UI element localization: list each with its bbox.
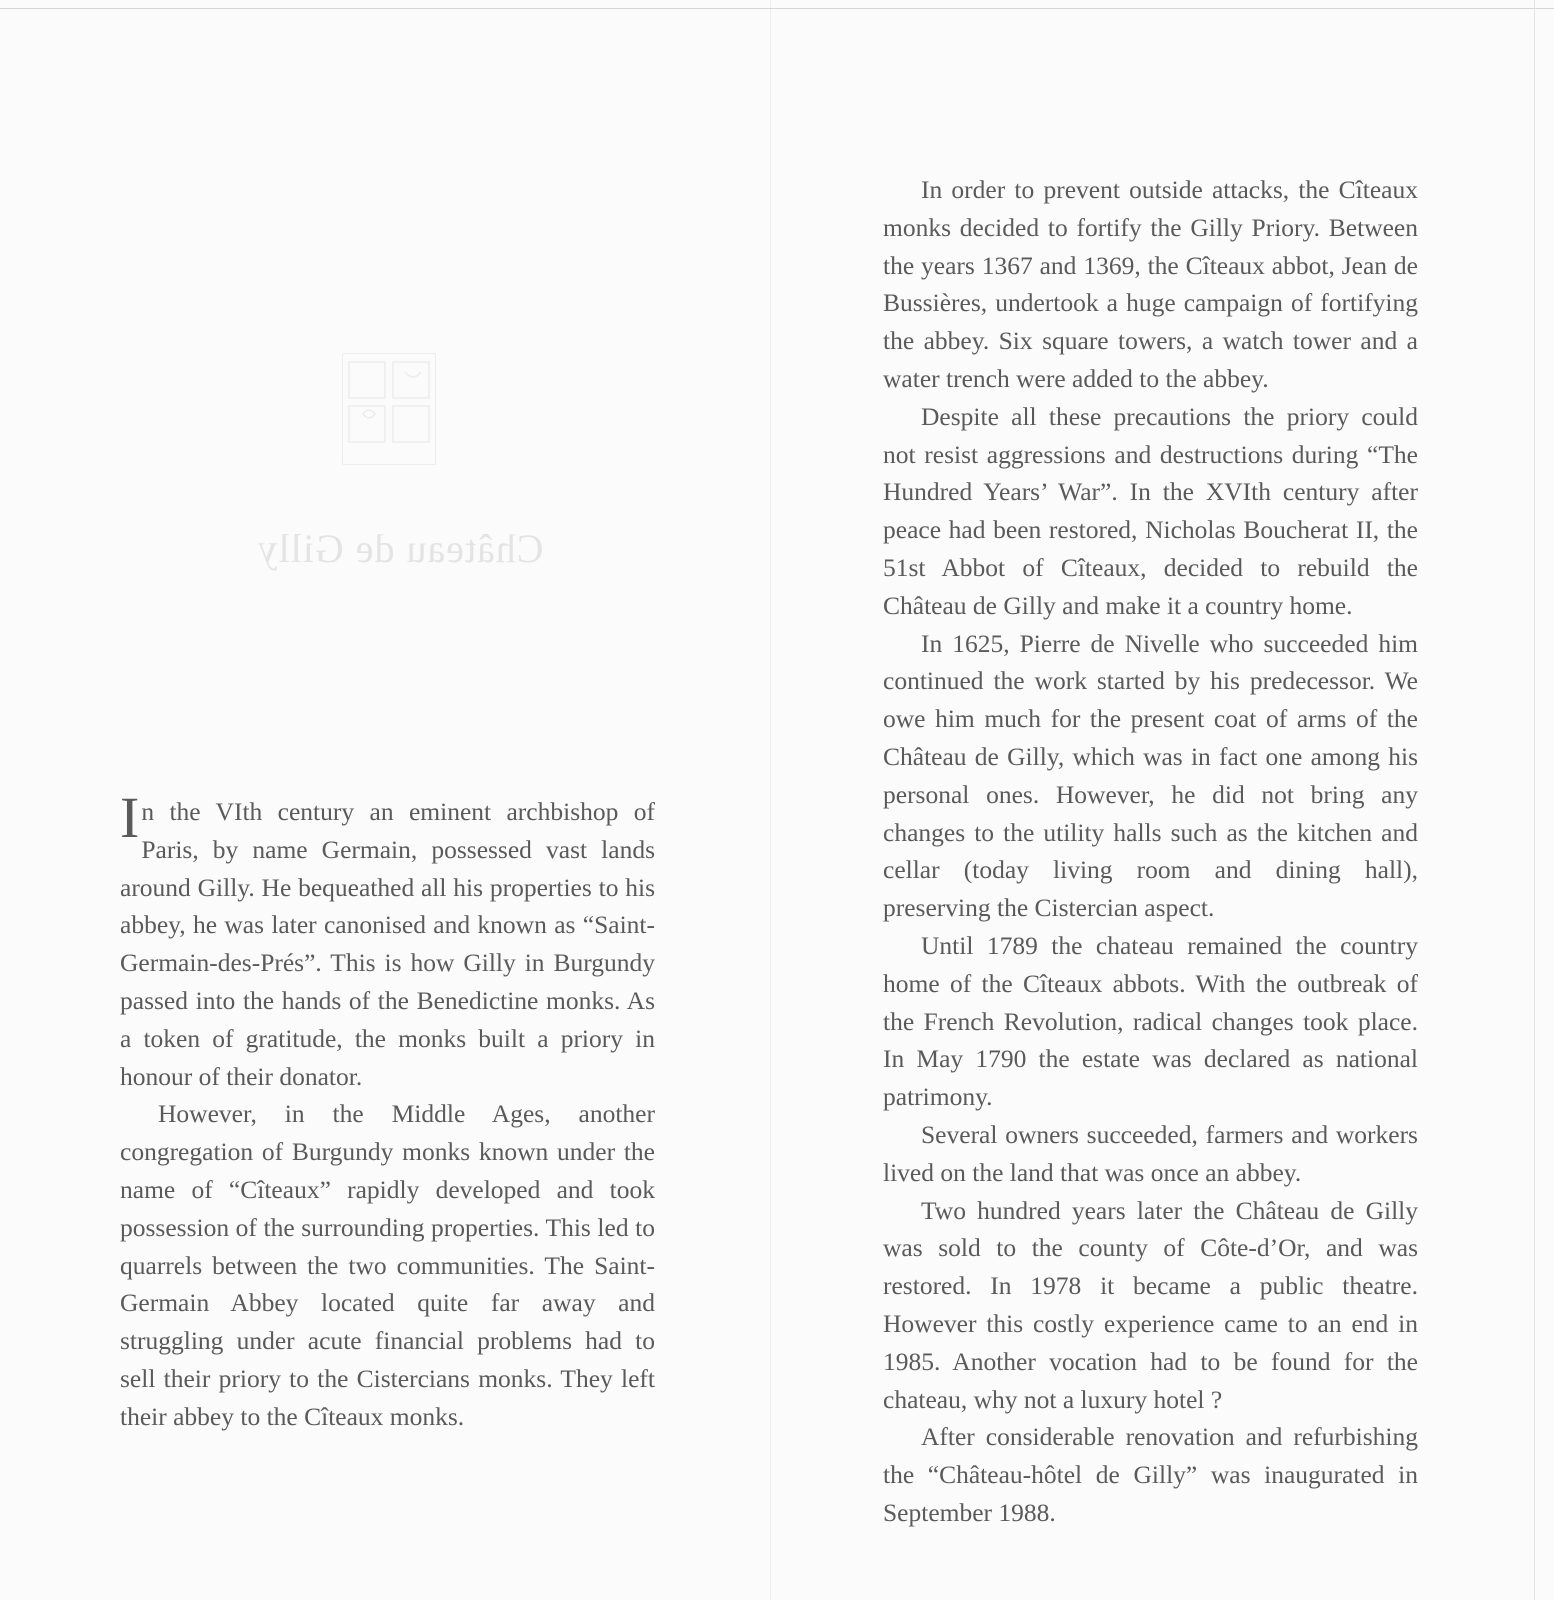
- cover-title-showthrough: Château de Gilly: [256, 526, 544, 571]
- right-text-column: [883, 171, 1418, 1532]
- paragraph: Two hundred years later the Château de Gilly was sold to the county of Côte-d’Or, and was restored. In 1978 it became a public theatre. However this costly experience came to an end in 1985. Another vocation had to be found for the chateau, why not a luxury hotel ?: [883, 1195, 1418, 1414]
- coat-of-arms-emblem-showthrough: [342, 353, 436, 465]
- paper-right-edge: [1534, 0, 1535, 1600]
- paragraph: Until 1789 the chateau remained the country home of the Cîteaux abbots. With the outbreak of the French Revolution, radical changes took place. In May 1790 the estate was declared as national patrimony.: [883, 930, 1418, 1112]
- fold-line: [770, 0, 771, 1600]
- paragraph: After considerable renovation and refurbishing the “Château-hôtel de Gilly” was inaugurated in September 1988.: [883, 1422, 1418, 1527]
- paragraph: [120, 785, 655, 1095]
- left-text-column: [120, 785, 655, 1436]
- paragraph: However, in the Middle Ages, another congregation of Burgundy monks known under the name of “Cîteaux” rapidly developed and took possession of the surrounding properties. This led to quarrels between the two communities. The Saint-Germain Abbey located quite far away and struggling under acute financial problems had to sell their priory to the Cistercians monks. They left their abbey to the Cîteaux monks.: [120, 1099, 655, 1431]
- drop-cap: I: [120, 785, 140, 850]
- paragraph: Several owners succeeded, farmers and workers lived on the land that was once an abbey.: [883, 1119, 1418, 1187]
- paragraph: Despite all these precautions the priory could not resist aggressions and destructions during “The Hundred Years’ War”. In the XVIth century after peace had been restored, Nicholas Boucherat II, the 51st Abbot of Cîteaux, decided to rebuild the Château de Gilly and make it a country home.: [883, 401, 1418, 620]
- paragraph-text: n the VIth century an eminent archbishop of Paris, by name Germain, possessed vast lands around Gilly. He bequeathed all his properties to his abbey, he was later canonised and known as “Saint-Germain-des-Prés”. This is how Gilly in Burgundy passed into the hands of the Benedictine monks. As a token of gratitude, the monks built a priory in honour of their donator.: [120, 797, 655, 1091]
- paragraph: In 1625, Pierre de Nivelle who succeeded him continued the work started by his predecessor. We owe him much for the present coat of arms of the Château de Gilly, which was in fact one among his personal ones. However, he did not bring any changes to the utility halls such as the kitchen and cellar (today living room and dining hall), preserving the Cistercian aspect.: [883, 628, 1418, 923]
- paper-top-edge: [0, 8, 1554, 9]
- paragraph: In order to prevent outside attacks, the Cîteaux monks decided to fortify the Gilly Priory. Between the years 1367 and 1369, the Cîteaux abbot, Jean de Bussières, undertook a huge campaign of fortifying the abbey. Six square towers, a watch tower and a water trench were added to the abbey.: [883, 175, 1418, 393]
